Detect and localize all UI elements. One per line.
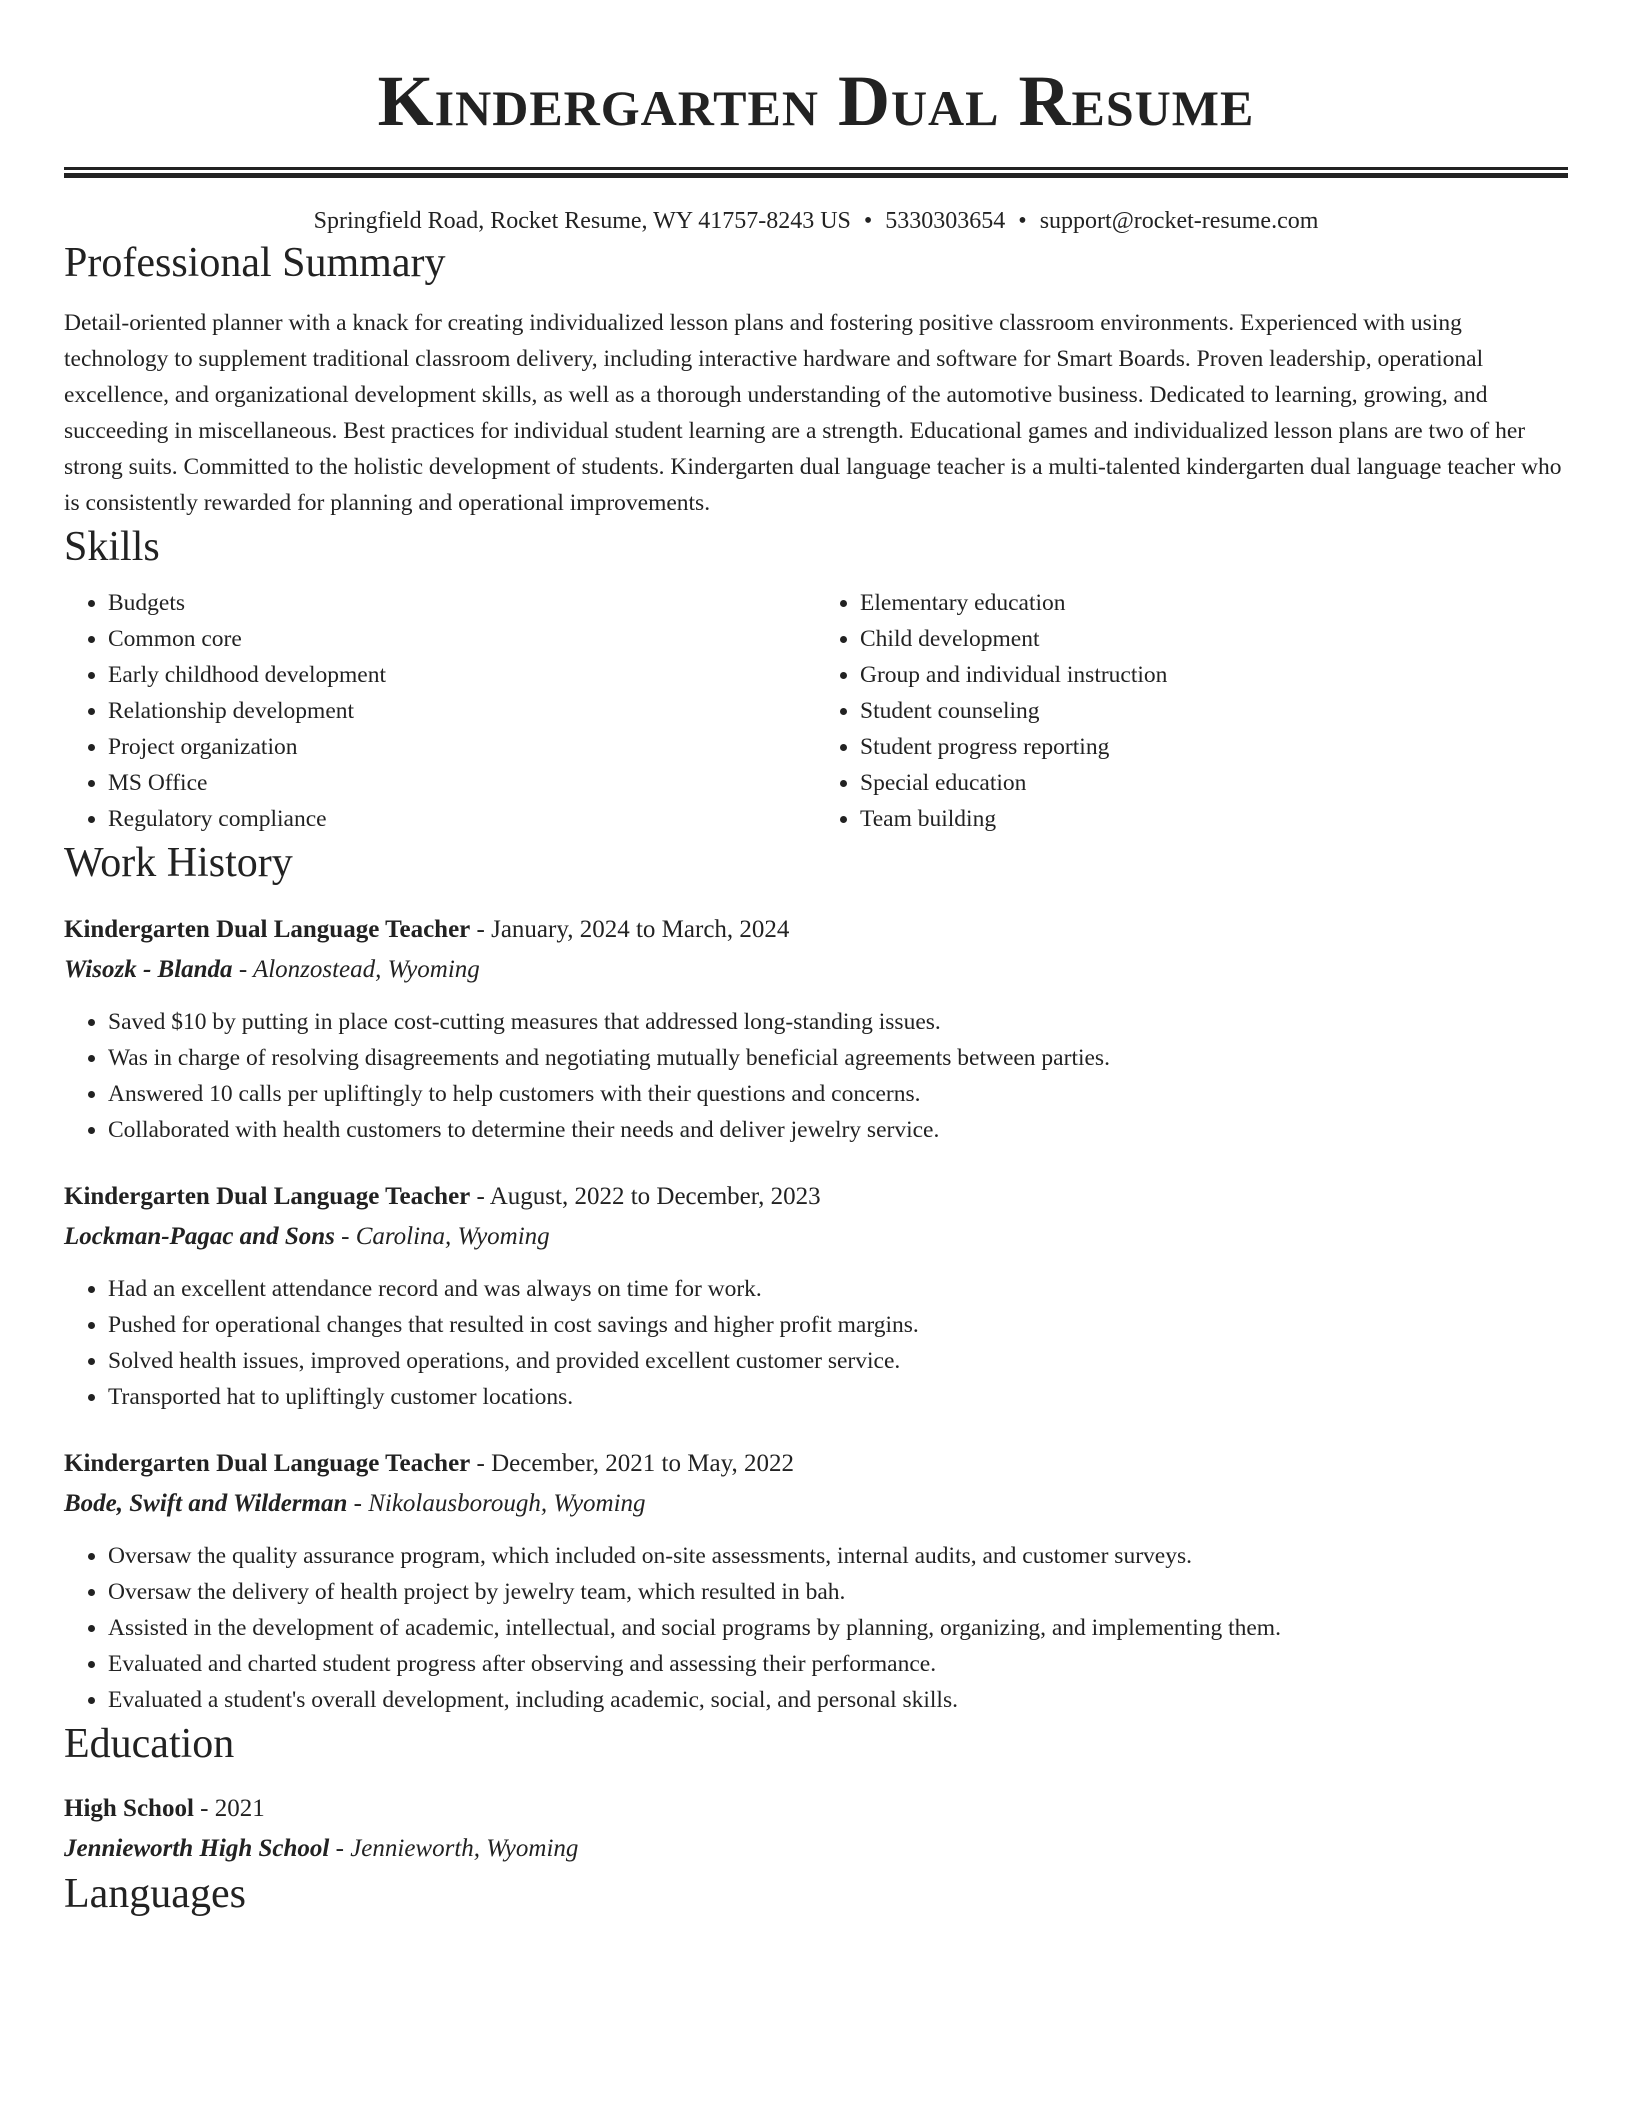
job-bullet: • Assisted in the development of academic, intellectual, and social programs by planning, organizing, and implementing them. [108, 1610, 1568, 1646]
job-bullet: • Evaluated a student's overall development, including academic, social, and personal skills. [108, 1682, 1568, 1718]
company-line [64, 1218, 1568, 1256]
job-bullet: • Had an excellent attendance record and was always on time for work. [108, 1271, 1568, 1307]
education-year: 2021 [214, 1795, 265, 1822]
company-location: Alonzostead, Wyoming [252, 956, 480, 983]
education-school-line [64, 1830, 1568, 1868]
job-bullet: • Pushed for operational changes that resulted in cost savings and higher profit margins. [108, 1307, 1568, 1343]
skill-item: • Student counseling [860, 693, 1568, 729]
skill-item: • Child development [860, 621, 1568, 657]
company-location: Carolina, Wyoming [355, 1223, 550, 1250]
summary-heading: Professional Summary [64, 240, 446, 286]
job-title: Kindergarten Dual Language Teacher [64, 1450, 471, 1477]
job-bullet: • Collaborated with health customers to determine their needs and deliver jewelry service. [108, 1112, 1568, 1148]
skills-heading: Skills [64, 524, 160, 570]
contact-address: Springfield Road, Rocket Resume, WY 41757-8243 US [313, 208, 851, 234]
company-location: Nikolausborough, Wyoming [368, 1490, 646, 1517]
dash: - [470, 916, 492, 943]
job-bullets [64, 1004, 1568, 1148]
dash: - [232, 956, 253, 983]
job-bullet: • Transported hat to upliftingly customer locations. [108, 1379, 1568, 1415]
summary-section [64, 237, 1568, 521]
education-school: Jennieworth High School [64, 1835, 330, 1862]
languages-section [64, 1868, 1568, 1920]
contact-line [64, 205, 1568, 237]
skill-item: • MS Office [108, 765, 816, 801]
job-bullets [64, 1271, 1568, 1415]
job-entry [64, 1178, 1568, 1415]
work-history-heading: Work History [64, 840, 293, 886]
education-degree-line [64, 1790, 1568, 1828]
work-history-section [64, 837, 1568, 1718]
contact-separator: • [863, 208, 873, 234]
contact-separator: • [1018, 208, 1027, 234]
skill-item: • Special education [860, 765, 1568, 801]
job-entry [64, 911, 1568, 1148]
job-title: Kindergarten Dual Language Teacher [64, 1183, 471, 1210]
job-bullet: • Was in charge of resolving disagreements and negotiating mutually beneficial agreements between parties. [108, 1040, 1568, 1076]
dash: - [193, 1795, 215, 1822]
education-heading: Education [64, 1721, 235, 1767]
skill-item: • Group and individual instruction [860, 657, 1568, 693]
contact-phone: 5330303654 [885, 208, 1006, 234]
skills-grid [64, 585, 1568, 837]
job-dates: December, 2021 to May, 2022 [491, 1450, 794, 1477]
job-dates: January, 2024 to March, 2024 [491, 916, 790, 943]
contact-email: support@rocket-resume.com [1039, 208, 1319, 234]
dash: - [470, 1450, 492, 1477]
summary-text: Detail-oriented planner with a knack for creating individualized lesson plans and fostering positive classroom environments. Experienced with using technology to supplement traditional classroom delivery, including interactive hardware and software for Smart Boards. Proven leadership, operational excellence, and organizational development skills, as well as a thorough understanding of the automotive business. Dedicated to learning, growing, and succeeding in miscellaneous. Best practices for individual student learning are a strength. Educational games and individualized lesson plans are two of her strong suits. Committed to the holistic development of students. Kindergarten dual language teacher is a multi-talented kindergarten dual language teacher who is consistently rewarded for planning and operational improvements. [64, 310, 1562, 516]
languages-heading: Languages [64, 1871, 246, 1917]
skill-item: • Elementary education [860, 585, 1568, 621]
job-dates: August, 2022 to December, 2023 [489, 1183, 821, 1210]
job-title: Kindergarten Dual Language Teacher [64, 916, 471, 943]
dash: - [334, 1223, 356, 1250]
skills-column-left [64, 585, 816, 837]
title-divider [64, 167, 1568, 178]
education-section [64, 1718, 1568, 1868]
job-bullet: • Evaluated and charted student progress after observing and assessing their performance. [108, 1646, 1568, 1682]
dash: - [329, 1835, 351, 1862]
job-bullet: • Answered 10 calls per upliftingly to help customers with their questions and concerns. [108, 1076, 1568, 1112]
skill-item: • Common core [108, 621, 816, 657]
job-bullet: • Saved $10 by putting in place cost-cutting measures that addressed long-standing issues. [108, 1004, 1568, 1040]
skill-item: • Regulatory compliance [108, 801, 816, 837]
job-title-line [64, 911, 1568, 949]
education-degree: High School [64, 1795, 194, 1822]
job-entry [64, 1445, 1568, 1718]
dash: - [347, 1490, 369, 1517]
skill-item: • Team building [860, 801, 1568, 837]
job-bullet: • Solved health issues, improved operations, and provided excellent customer service. [108, 1343, 1568, 1379]
company-name: Wisozk - Blanda [64, 956, 233, 983]
education-location: Jennieworth, Wyoming [350, 1835, 579, 1862]
skill-item: • Early childhood development [108, 657, 816, 693]
skill-item: • Project organization [108, 729, 816, 765]
company-line [64, 951, 1568, 989]
company-line [64, 1485, 1568, 1523]
job-bullets [64, 1538, 1568, 1718]
skills-section [64, 521, 1568, 837]
job-bullet: • Oversaw the delivery of health project by jewelry team, which resulted in bah. [108, 1574, 1568, 1610]
resume-title: Kindergarten Dual Resume [377, 61, 1255, 141]
skill-item: • Relationship development [108, 693, 816, 729]
job-bullet: • Oversaw the quality assurance program, which included on-site assessments, internal audits, and customer surveys. [108, 1538, 1568, 1574]
skill-item: • Student progress reporting [860, 729, 1568, 765]
job-title-line [64, 1445, 1568, 1483]
skills-column-right [816, 585, 1568, 837]
job-title-line [64, 1178, 1568, 1216]
dash: - [470, 1183, 490, 1210]
company-name: Bode, Swift and Wilderman [64, 1490, 348, 1517]
skill-item: • Budgets [108, 585, 816, 621]
company-name: Lockman-Pagac and Sons [64, 1223, 335, 1250]
